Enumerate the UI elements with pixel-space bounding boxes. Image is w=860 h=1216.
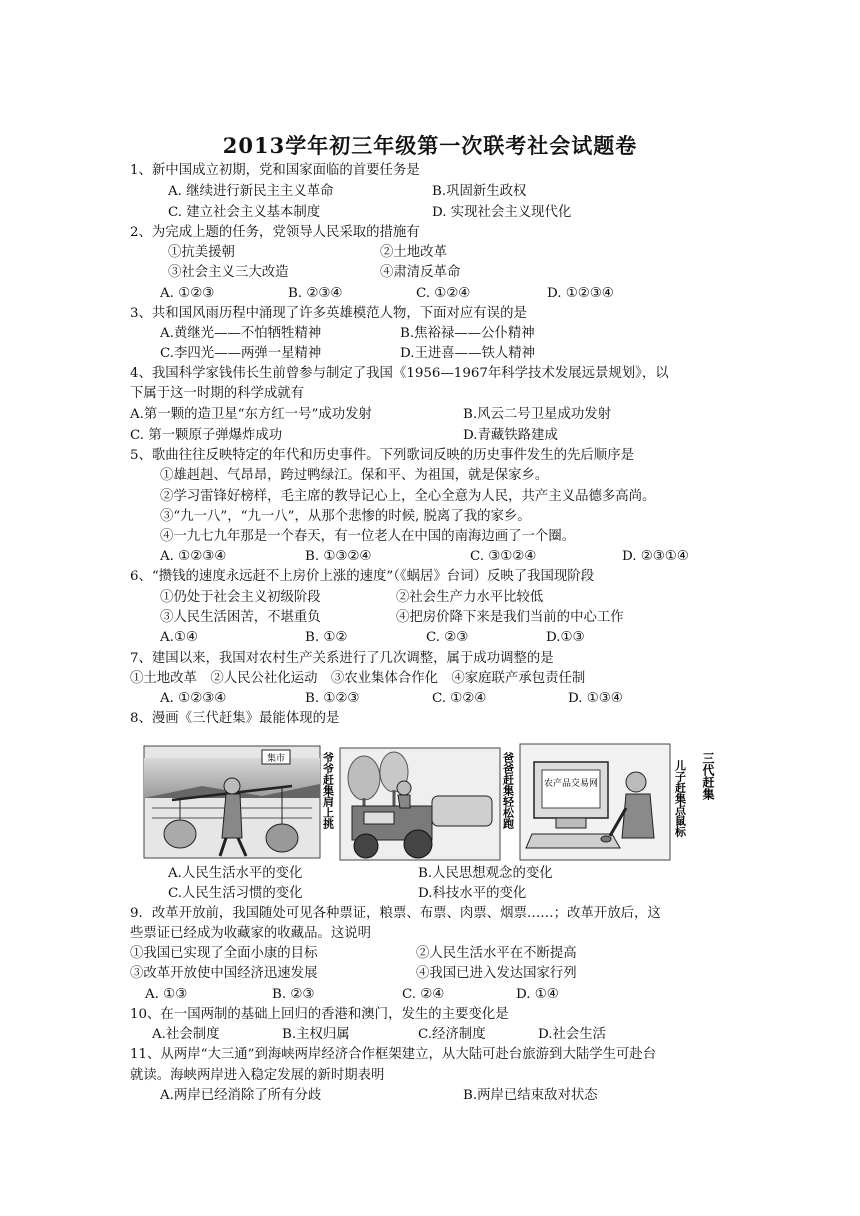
q2-option-d: D. ①②③④ <box>547 286 614 301</box>
caption-grandfather: 爷爷赶集肩上挑 <box>321 752 335 829</box>
q7-items: ①土地改革 ②人民公社化运动 ③农业集体合作化 ④家庭联产承包责任制 <box>130 671 586 686</box>
q8-option-a: A.人民生活水平的变化 <box>168 866 303 881</box>
panel-grandfather <box>144 746 320 858</box>
q9-option-d: D. ①④ <box>516 987 559 1002</box>
q9-stem-line2: 些票证已经成为收藏家的收藏品。这说明 <box>130 926 372 941</box>
q6-option-a: A.①④ <box>160 630 198 645</box>
page-title: 2013学年初三年级第一次联考社会试题卷 <box>222 133 638 158</box>
q6-item-1: ①仍处于社会主义初级阶段 <box>160 590 321 605</box>
q1-option-c: C. 建立社会主义基本制度 <box>168 205 321 220</box>
q9-option-b: B. ②③ <box>272 987 315 1002</box>
q2-option-b: B. ②③④ <box>288 286 343 301</box>
q2-item-3: ③社会主义三大改造 <box>168 265 289 280</box>
q5-lyric-4: ④一九七九年那是一个春天，有一位老人在中国的南海边画了一个圈。 <box>160 529 576 544</box>
q10-option-a: A.社会制度 <box>152 1027 220 1042</box>
q4-stem-line1: 4、我国科学家钱伟长生前曾参与制定了我国《1956—1967年科学技术发展远景规划》，以 <box>130 366 669 381</box>
q5-option-d: D. ②③①④ <box>622 549 689 564</box>
q5-lyric-1: ①雄赳赳、气昂昂，跨过鸭绿江。保和平、为祖国，就是保家乡。 <box>160 468 549 483</box>
q3-option-c: C.李四光——两弹一星精神 <box>160 346 322 361</box>
q8-stem: 8、漫画《三代赶集》最能体现的是 <box>130 711 340 726</box>
q5-stem: 5、歌曲往往反映特定的年代和历史事件。下列歌词反映的历史事件发生的先后顺序是 <box>130 448 634 463</box>
q1-option-a: A. 继续进行新民主主义革命 <box>168 184 334 199</box>
three-generations-cartoon <box>142 738 722 868</box>
q9-item-3: ③改革开放使中国经济迅速发展 <box>130 966 318 981</box>
q6-option-b: B. ①② <box>305 630 348 645</box>
q10-stem: 10、在一国两制的基础上回归的香港和澳门，发生的主要变化是 <box>130 1007 509 1022</box>
q3-option-b: B.焦裕禄——公仆精神 <box>400 326 535 341</box>
q4-option-c: C. 第一颗原子弹爆炸成功 <box>130 428 283 443</box>
q3-option-d: D.王进喜——铁人精神 <box>400 346 536 361</box>
q2-option-a: A. ①②③ <box>160 286 215 301</box>
cartoon-title: 三代赶集 <box>701 752 715 800</box>
q9-item-2: ②人民生活水平在不断提高 <box>416 946 577 961</box>
q9-item-4: ④我国已进入发达国家行列 <box>416 966 577 981</box>
q7-option-c: C. ①②④ <box>432 691 487 706</box>
caption-son: 儿子赶集点鼠标 <box>673 760 687 837</box>
q4-option-b: B.风云二号卫星成功发射 <box>463 407 612 422</box>
q11-stem-line1: 11、从两岸“大三通”到海峡两岸经济合作框架建立，从大陆可赴台旅游到大陆学生可赴台 <box>130 1047 657 1062</box>
q6-item-3: ③人民生活困苦，不堪重负 <box>160 610 321 625</box>
q11-option-b: B.两岸已结束敌对状态 <box>463 1088 598 1103</box>
q1-option-b: B.巩固新生政权 <box>432 184 527 199</box>
caption-father: 爸爸赶集轻松跑 <box>501 752 515 829</box>
panel-father <box>340 748 500 860</box>
q3-stem: 3、共和国风雨历程中涌现了许多英雄模范人物，下面对应有误的是 <box>130 306 527 321</box>
q11-stem-line2: 就读。海峡两岸进入稳定发展的新时期表明 <box>130 1068 385 1083</box>
q10-option-c: C.经济制度 <box>418 1027 486 1042</box>
q8-option-b: B.人民思想观念的变化 <box>418 866 553 881</box>
q9-item-1: ①我国已实现了全面小康的目标 <box>130 946 318 961</box>
q10-option-b: B.主权归属 <box>282 1027 350 1042</box>
q4-option-d: D.青藏铁路建成 <box>463 428 558 443</box>
q8-option-d: D.科技水平的变化 <box>418 886 527 901</box>
q4-stem-line2: 下属于这一时期的科学成就有 <box>130 386 305 401</box>
q6-item-4: ④把房价降下来是我们当前的中心工作 <box>396 610 624 625</box>
q10-option-d: D.社会生活 <box>538 1027 607 1042</box>
q9-option-c: C. ②④ <box>402 987 445 1002</box>
q5-lyric-2: ②学习雷锋好榜样，毛主席的教导记心上，全心全意为人民，共产主义品德多高尚。 <box>160 489 656 504</box>
q5-option-a: A. ①②③④ <box>160 549 227 564</box>
q7-option-b: B. ①②③ <box>305 691 360 706</box>
q5-option-c: C. ③①②④ <box>470 549 537 564</box>
q1-stem: 1、新中国成立初期，党和国家面临的首要任务是 <box>130 163 420 178</box>
q3-option-a: A.黄继光——不怕牺牲精神 <box>160 326 322 341</box>
q2-item-1: ①抗美援朝 <box>168 245 235 260</box>
q5-lyric-3: ③“九一八”，“九一八”，从那个悲惨的时候, 脱离了我的家乡。 <box>160 509 531 524</box>
q6-option-c: C. ②③ <box>426 630 469 645</box>
market-sign: 集市 <box>266 754 286 764</box>
q4-option-a: A.第一颗的造卫星“东方红一号”成功发射 <box>130 407 372 422</box>
q2-item-2: ②土地改革 <box>380 245 447 260</box>
q11-option-a: A.两岸已经消除了所有分歧 <box>160 1088 322 1103</box>
q9-option-a: A. ①③ <box>145 987 188 1002</box>
q6-option-d: D.①③ <box>546 630 585 645</box>
panel-son <box>520 744 670 860</box>
q7-option-a: A. ①②③④ <box>160 691 227 706</box>
q5-option-b: B. ①③②④ <box>305 549 372 564</box>
q8-option-c: C.人民生活习惯的变化 <box>168 886 303 901</box>
q9-stem-line1: 9．改革开放前，我国随处可见各种票证，粮票、布票、肉票、烟票……；改革开放后，这 <box>130 906 661 921</box>
q1-option-d: D. 实现社会主义现代化 <box>432 205 572 220</box>
q6-stem: 6、“攒钱的速度永远赶不上房价上涨的速度”（《蜗居》台词）反映了我国现阶段 <box>130 569 595 584</box>
q2-stem: 2、为完成上题的任务，党领导人民采取的措施有 <box>130 225 420 240</box>
q2-item-4: ④肃清反革命 <box>380 265 461 280</box>
q6-item-2: ②社会生产力水平比较低 <box>396 590 544 605</box>
q7-option-d: D. ①③④ <box>568 691 623 706</box>
q2-option-c: C. ①②④ <box>416 286 471 301</box>
screen-text: 农产品交易网 <box>543 779 599 789</box>
q7-stem: 7、建国以来，我国对农村生产关系进行了几次调整，属于成功调整的是 <box>130 651 554 666</box>
